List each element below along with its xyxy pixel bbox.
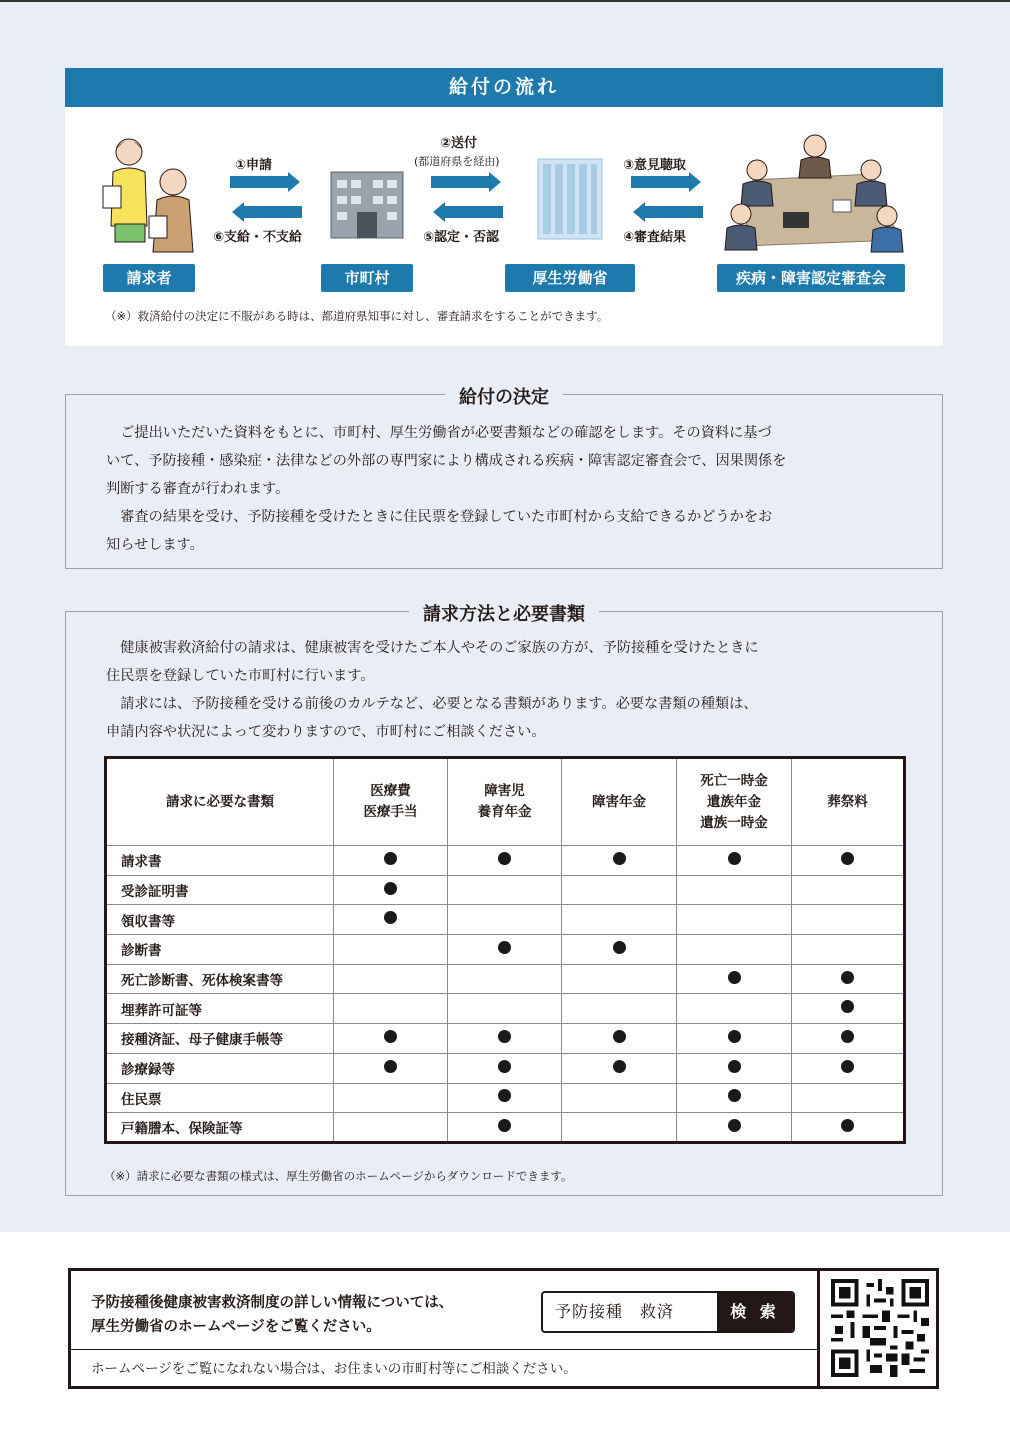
requirement-cell	[677, 1083, 792, 1113]
requirement-cell	[448, 1113, 562, 1143]
header-medical	[334, 758, 448, 846]
flow-note: （※）救済給付の決定に不服がある時は、都道府県知事に対し、審査請求をすることができます。	[105, 309, 609, 323]
required-dot-icon	[498, 1119, 511, 1132]
required-dot-icon	[841, 1119, 854, 1132]
header-text: 遺族一時金	[700, 814, 768, 831]
requirement-cell	[448, 1024, 562, 1054]
required-dot-icon	[841, 852, 854, 865]
required-dot-icon	[728, 1030, 741, 1043]
requirement-cell	[792, 875, 905, 905]
claimants-illustration	[101, 136, 197, 254]
required-dot-icon	[384, 1060, 397, 1073]
council-meeting-illustration	[723, 130, 907, 254]
method-title-wrap	[66, 600, 942, 626]
requirement-cell	[677, 994, 792, 1024]
table-row	[106, 935, 905, 965]
requirement-cell	[562, 1053, 677, 1083]
step-send-note: (都道府県を経由)	[414, 155, 500, 168]
requirement-cell	[562, 875, 677, 905]
document-label: 住民票	[106, 1083, 334, 1113]
flow-title: 給付の流れ	[65, 68, 943, 107]
table-row	[106, 994, 905, 1024]
requirement-cell	[448, 846, 562, 876]
requirement-cell	[562, 994, 677, 1024]
requirement-cell	[448, 964, 562, 994]
header-text: 遺族年金	[707, 793, 761, 810]
flow-panel	[65, 68, 943, 346]
required-dot-icon	[841, 1000, 854, 1013]
required-dot-icon	[728, 1060, 741, 1073]
footer-text	[91, 1291, 453, 1339]
requirement-cell	[562, 1083, 677, 1113]
role-claimant: 請求者	[103, 264, 195, 292]
decision-line: 判断する審査が行われます。	[106, 481, 290, 497]
requirement-cell	[562, 964, 677, 994]
required-dot-icon	[841, 1030, 854, 1043]
method-line: 健康被害救済給付の請求は、健康被害を受けたご本人やそのご家族の方が、予防接種を受けたときに	[106, 640, 759, 656]
requirement-cell	[334, 935, 448, 965]
requirement-cell	[448, 1083, 562, 1113]
table-row	[106, 964, 905, 994]
requirement-cell	[334, 846, 448, 876]
required-dot-icon	[498, 1030, 511, 1043]
step-result: ④審査結果	[623, 230, 687, 245]
required-dot-icon	[498, 1089, 511, 1102]
decision-text	[106, 419, 916, 559]
required-dot-icon	[613, 941, 626, 954]
header-text: 医療手当	[363, 804, 418, 820]
requirement-cell	[334, 1083, 448, 1113]
ministry-building-icon	[537, 158, 603, 240]
requirement-cell	[792, 1053, 905, 1083]
table-note: （※）請求に必要な書類の様式は、厚生労働省のホームページからダウンロードできます。	[104, 1169, 573, 1183]
header-child-disability	[448, 758, 562, 846]
required-dot-icon	[498, 941, 511, 954]
requirement-cell	[562, 846, 677, 876]
qr-code-icon[interactable]	[831, 1279, 929, 1377]
requirement-cell	[792, 994, 905, 1024]
required-dot-icon	[728, 971, 741, 984]
document-label: 死亡診断書、死体検案書等	[106, 964, 334, 994]
decision-line: 知らせします。	[106, 537, 204, 553]
requirement-cell	[448, 875, 562, 905]
requirement-cell	[334, 1024, 448, 1054]
requirement-cell	[677, 875, 792, 905]
footer-divider	[71, 1349, 817, 1350]
requirement-cell	[677, 1113, 792, 1143]
decision-box	[65, 387, 943, 569]
method-title: 請求方法と必要書類	[409, 604, 599, 625]
method-text	[106, 634, 916, 746]
requirement-cell	[562, 935, 677, 965]
required-dot-icon	[498, 852, 511, 865]
header-documents: 請求に必要な書類	[106, 758, 334, 846]
decision-line: いて、予防接種・感染症・法律などの外部の専門家により構成される疾病・障害認定審査会で、因果関係を	[106, 453, 787, 469]
search-box[interactable]	[541, 1291, 795, 1333]
table-row	[106, 1113, 905, 1143]
document-label: 戸籍謄本、保険証等	[106, 1113, 334, 1143]
footer-note: ホームページをご覧になれない場合は、お住まいの市町村等にご相談ください。	[91, 1361, 577, 1377]
header-disability-pension: 障害年金	[562, 758, 677, 846]
method-line: 住民票を登録していた市町村に行います。	[106, 668, 375, 684]
header-death	[677, 758, 792, 846]
requirement-cell	[792, 1083, 905, 1113]
document-label: 受診証明書	[106, 875, 334, 905]
footer-info-box	[68, 1268, 939, 1389]
requirement-cell	[334, 964, 448, 994]
decision-line: 審査の結果を受け、予防接種を受けたときに住民票を登録していた市町村から支給できるかどうかをお	[106, 509, 773, 525]
header-text: 死亡一時金	[700, 772, 768, 789]
arrows-ministry-council	[631, 172, 703, 222]
requirement-cell	[334, 905, 448, 935]
step-approval: ⑤認定・否認	[423, 230, 500, 245]
required-dot-icon	[841, 1060, 854, 1073]
table-row	[106, 1024, 905, 1054]
search-button[interactable]: 検 索	[717, 1293, 793, 1331]
header-text: 養育年金	[477, 804, 532, 820]
requirement-cell	[334, 1053, 448, 1083]
document-label: 診療録等	[106, 1053, 334, 1083]
required-dot-icon	[384, 1030, 397, 1043]
requirement-cell	[792, 964, 905, 994]
requirement-cell	[334, 1113, 448, 1143]
requirement-cell	[334, 994, 448, 1024]
required-dot-icon	[613, 852, 626, 865]
method-line: 申請内容や状況によって変わりますので、市町村にご相談ください。	[106, 724, 546, 740]
table-header-row	[106, 758, 905, 846]
document-label: 診断書	[106, 935, 334, 965]
decision-title: 給付の決定	[445, 387, 563, 408]
arrows-claimant-city	[230, 172, 302, 222]
table-body	[106, 846, 905, 1143]
city-hall-icon	[329, 168, 405, 240]
footer-line: 厚生労働省のホームページをご覧ください。	[91, 1319, 381, 1335]
decision-line: ご提出いただいた資料をもとに、市町村、厚生労働省が必要書類などの確認をします。その資料に基づ	[106, 425, 772, 441]
header-text: 障害児	[484, 783, 525, 799]
required-dot-icon	[613, 1030, 626, 1043]
role-council: 疾病・障害認定審査会	[717, 264, 905, 292]
footer-line: 予防接種後健康被害救済制度の詳しい情報については、	[91, 1295, 454, 1311]
requirement-cell	[792, 935, 905, 965]
method-line: 請求には、予防接種を受ける前後のカルテなど、必要となる書類があります。必要な書類の種類は、	[106, 696, 758, 712]
search-term[interactable]: 予防接種 救済	[555, 1302, 675, 1321]
table-row	[106, 875, 905, 905]
required-dot-icon	[728, 1119, 741, 1132]
role-ministry: 厚生労働省	[505, 264, 635, 292]
required-documents-table	[104, 756, 906, 1144]
document-label: 請求書	[106, 846, 334, 876]
method-box	[65, 604, 943, 1196]
required-dot-icon	[728, 1089, 741, 1102]
table-row	[106, 1083, 905, 1113]
requirement-cell	[677, 935, 792, 965]
requirement-cell	[677, 964, 792, 994]
requirement-cell	[334, 875, 448, 905]
header-funeral: 葬祭料	[792, 758, 905, 846]
required-dot-icon	[384, 852, 397, 865]
requirement-cell	[792, 846, 905, 876]
requirement-cell	[677, 846, 792, 876]
header-text: 医療費	[370, 783, 411, 799]
requirement-cell	[792, 1113, 905, 1143]
required-dot-icon	[384, 911, 397, 924]
document-label: 接種済証、母子健康手帳等	[106, 1024, 334, 1054]
step-apply: ①申請	[235, 158, 273, 173]
requirement-cell	[792, 905, 905, 935]
decision-title-wrap	[66, 383, 942, 409]
required-dot-icon	[384, 882, 397, 895]
requirement-cell	[677, 1053, 792, 1083]
requirement-cell	[792, 1024, 905, 1054]
document-label: 領収書等	[106, 905, 334, 935]
required-dot-icon	[728, 852, 741, 865]
step-hearing: ③意見聴取	[623, 158, 687, 173]
requirement-cell	[448, 905, 562, 935]
requirement-cell	[562, 1024, 677, 1054]
required-dot-icon	[613, 1060, 626, 1073]
role-city: 市町村	[321, 264, 413, 292]
table-row	[106, 905, 905, 935]
table-row	[106, 846, 905, 876]
requirement-cell	[562, 1113, 677, 1143]
table-row	[106, 1053, 905, 1083]
requirement-cell	[448, 994, 562, 1024]
step-payment: ⑥支給・不支給	[213, 230, 303, 245]
required-dot-icon	[841, 971, 854, 984]
arrows-city-ministry	[431, 172, 503, 222]
requirement-cell	[677, 1024, 792, 1054]
requirement-cell	[677, 905, 792, 935]
requirement-cell	[448, 935, 562, 965]
step-send: ②送付	[440, 136, 478, 151]
required-dot-icon	[498, 1060, 511, 1073]
requirement-cell	[562, 905, 677, 935]
footer-vertical-divider	[817, 1271, 820, 1386]
document-label: 埋葬許可証等	[106, 994, 334, 1024]
requirement-cell	[448, 1053, 562, 1083]
